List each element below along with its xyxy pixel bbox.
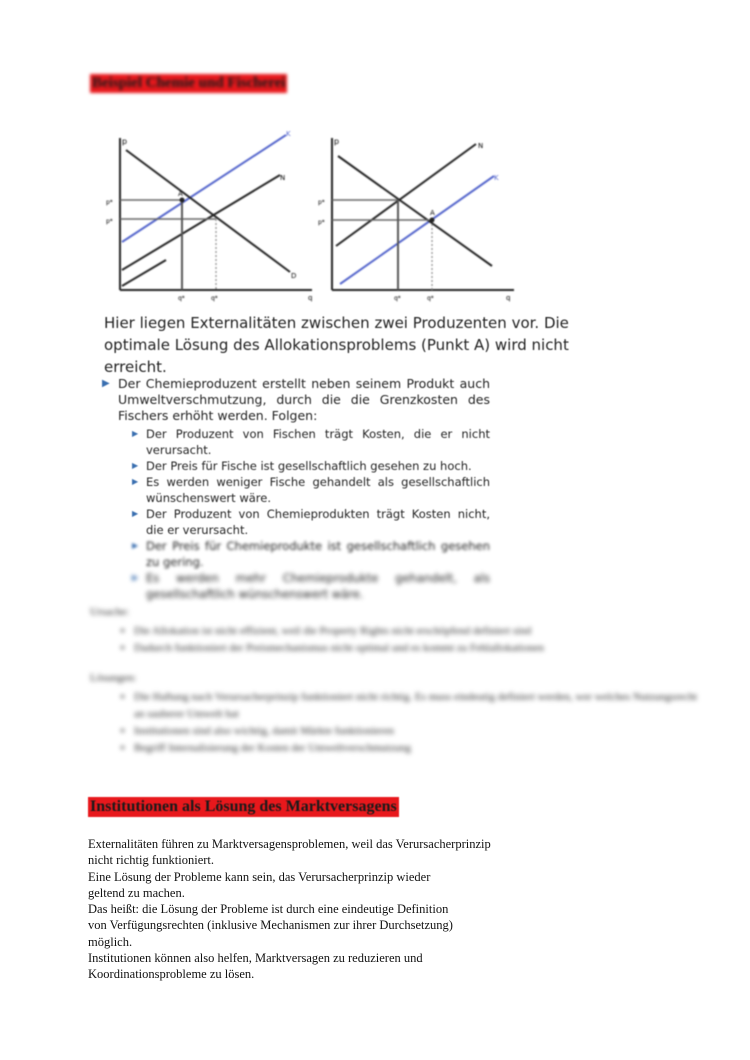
text-line: nicht richtig funktioniert. [88,853,215,868]
triangle-bullet-icon: ▶ [132,461,139,470]
right-label-blue: K [494,174,499,182]
list-item: • Dadurch funktioniert der Preismechanismus nicht optimal und es kommt zu Fehlallokationen [134,640,710,657]
text-line: Das heißt: die Lösung der Probleme ist durch eine eindeutige Definition [88,902,449,917]
list-item-text: Der Preis für Chemieprodukte ist gesellschaftlich gesehen zu gering. [146,539,490,569]
cause-label: Ursache: [90,606,130,618]
left-point-a-label: A [178,190,183,198]
list-item-text: Der Produzent von Chemieprodukten trägt Kosten nicht, die er verursacht. [146,507,490,537]
text-line: Eine Lösung der Probleme kann sein, das Verursacherprinzip wieder [88,869,431,884]
cause-block [90,604,710,657]
right-x-axis-label: q [506,294,511,302]
text-line: von Verfügungsrechten (inklusive Mechanismen zur ihrer Durchsetzung) [88,918,453,933]
list-item [132,426,490,458]
right-y-axis-label: p [334,137,340,146]
left-supply-social [122,135,286,242]
list-item [132,538,490,570]
list-item-text: Der Produzent von Fischen trägt Kosten, die er nicht verursacht. [146,427,490,457]
left-p-label-1: p* [106,199,113,206]
consequences-list [102,376,490,602]
right-q-label-2: q* [427,295,434,302]
list-item [132,570,490,602]
triangle-bullet-icon: ▶ [132,573,139,582]
list-item-text: Es werden mehr Chemieprodukte gehandelt, als gesellschaftlich wünschenswert wäre. [146,571,490,601]
left-y-axis-label: p [122,137,128,146]
text-line: Institutionen können also helfen, Marktversagen zu reduzieren und [88,951,423,966]
left-q-label-2: q* [211,295,218,302]
left-label-private: N [280,174,286,182]
text-line: Externalitäten führen zu Marktversagensproblemen, weil das Verursacherprinzip [88,837,491,851]
section-heading-institutionen: Institutionen als Lösung des Marktversagens [90,798,397,815]
left-point-a [180,198,185,203]
right-p-label-1: p* [318,199,325,206]
figure-caption: Hier liegen Externalitäten zwischen zwei Produzenten vor. Die optimale Lösung des Allokationsproblems (Punkt A) wird nicht erreicht. [104,314,569,376]
text-line: geltend zu machen. [88,885,185,900]
list-item: • Die Allokation ist nicht effizient, weil die Property Rights nicht erschöpfend definiert sind [134,623,710,640]
list-item: • Begriff Internalisierung der Kosten der Umweltverschmutzung [134,740,710,757]
right-chart [318,137,514,302]
triangle-bullet-icon: ▶ [132,541,139,550]
left-lower-ray [122,260,166,286]
right-label-black: N [478,142,484,150]
right-point-a-label: A [430,209,435,217]
left-label-demand: D [291,272,297,280]
section-heading-chemie-fischerei: Beispiel Chemie und Fischerei [92,75,286,91]
institutions-paragraph [88,836,558,983]
solutions-label: Lösungen: [90,672,137,684]
right-demand [338,156,492,266]
right-point-a [430,218,435,223]
triangle-bullet-icon: ▶ [102,378,110,389]
left-q-label-1: q* [178,295,185,302]
list-item [132,506,490,538]
left-x-axis-label: q [308,294,313,302]
externality-diagram [100,120,540,310]
left-p-label-2: p* [106,218,113,225]
left-supply-private [122,175,280,270]
list-item-text: Der Preis für Fische ist gesellschaftlich gesehen zu hoch. [146,459,472,473]
right-p-label-2: p* [318,219,325,226]
list-item: • Die Haftung nach Verursacherprinzip funktioniert nicht richtig. Es muss eindeutig definiert werden, wer welches Nutzungsrecht an sauberer Umwelt hat [134,689,710,723]
left-label-social: K [286,130,291,138]
triangle-bullet-icon: ▶ [132,477,139,486]
list-item-text: Es werden weniger Fische gehandelt als gesellschaftlich wünschenswert wäre. [146,475,490,505]
list-item [132,458,490,474]
right-supply-blue [340,176,494,284]
list-item-text: Der Chemieproduzent erstellt neben seinem Produkt auch Umweltverschmutzung, durch die die Grenzkosten des Fischers erhöht werden. Folgen: [118,376,490,423]
list-item [132,474,490,506]
right-q-label-1: q* [394,295,401,302]
left-chart [106,130,312,302]
solutions-block [90,670,710,757]
triangle-bullet-icon: ▶ [132,509,139,518]
text-line: Koordinationsprobleme zu lösen. [88,967,255,982]
list-item: • Institutionen sind also wichtig, damit Märkte funktionieren [134,723,710,740]
text-line: möglich. [88,934,133,949]
triangle-bullet-icon: ▶ [132,429,139,438]
list-item [102,376,490,602]
right-supply-black [336,144,476,246]
